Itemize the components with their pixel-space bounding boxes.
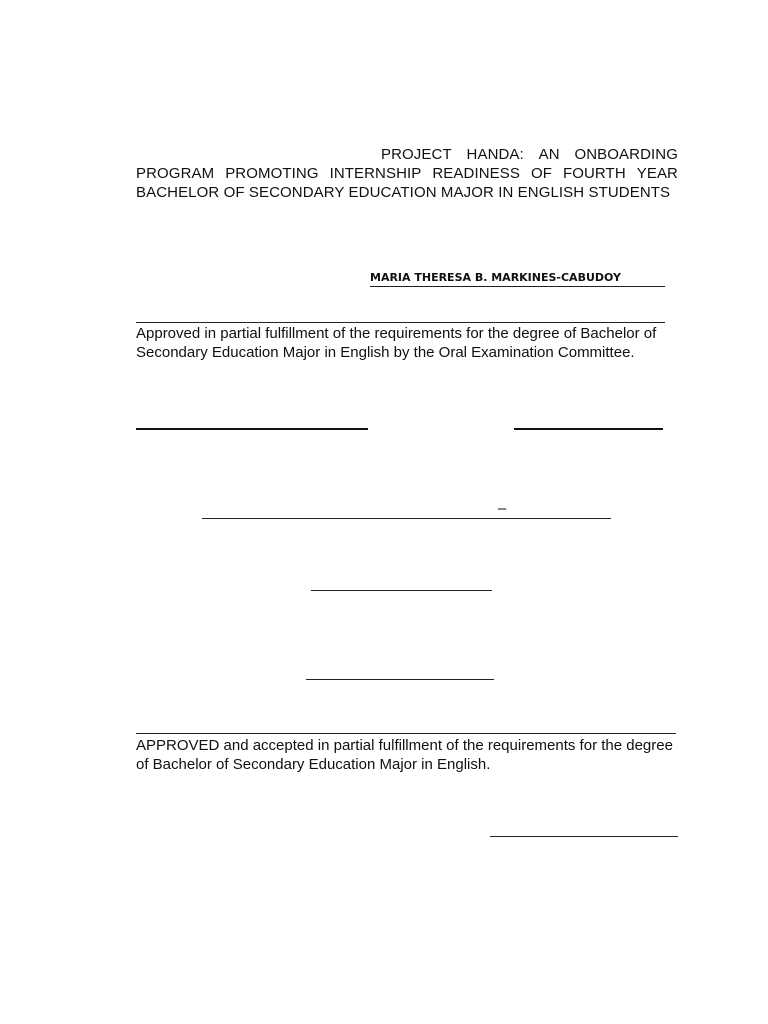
title-line-1 bbox=[136, 145, 678, 164]
title-word: READINESS bbox=[432, 165, 520, 182]
author-name: MARIA THERESA B. MARKINES-CABUDOY bbox=[370, 271, 665, 287]
divider-line bbox=[136, 322, 665, 323]
title-word: PROJECT bbox=[381, 146, 452, 163]
statement-line: Approved in partial fulfillment of the requirements for the degree of Bachelor of bbox=[136, 325, 657, 342]
signature-line-dean bbox=[490, 836, 678, 837]
title-word: HANDA: bbox=[466, 146, 524, 163]
final-approval-statement bbox=[136, 736, 681, 774]
title-word: OF bbox=[530, 165, 552, 182]
statement-line: of Bachelor of Secondary Education Major in English. bbox=[136, 756, 491, 773]
title-word: AN bbox=[538, 146, 560, 163]
signature-line-member-3 bbox=[306, 679, 494, 680]
signature-dash-mark: – bbox=[498, 500, 507, 517]
title-word: PROGRAM bbox=[136, 165, 215, 182]
statement-line: Secondary Education Major in English by the Oral Examination Committee. bbox=[136, 344, 635, 361]
statement-line: APPROVED and accepted in partial fulfillment of the requirements for the degree bbox=[136, 737, 673, 754]
signature-line-member-2 bbox=[311, 590, 492, 591]
signature-line-date bbox=[514, 428, 663, 430]
committee-approval-statement bbox=[136, 324, 676, 362]
title-line-2 bbox=[136, 164, 678, 183]
signature-line-member bbox=[202, 518, 611, 519]
title-word: YEAR bbox=[636, 165, 678, 182]
signature-line-chairman bbox=[136, 428, 368, 430]
title-line-3: BACHELOR OF SECONDARY EDUCATION MAJOR IN ENGLISH STUDENTS bbox=[136, 184, 671, 201]
title-word: INTERNSHIP bbox=[329, 165, 422, 182]
title-word: FOURTH bbox=[562, 165, 626, 182]
document-title bbox=[136, 145, 678, 202]
title-word: ONBOARDING bbox=[574, 146, 678, 163]
divider-line bbox=[136, 733, 676, 734]
title-word: PROMOTING bbox=[225, 165, 319, 182]
